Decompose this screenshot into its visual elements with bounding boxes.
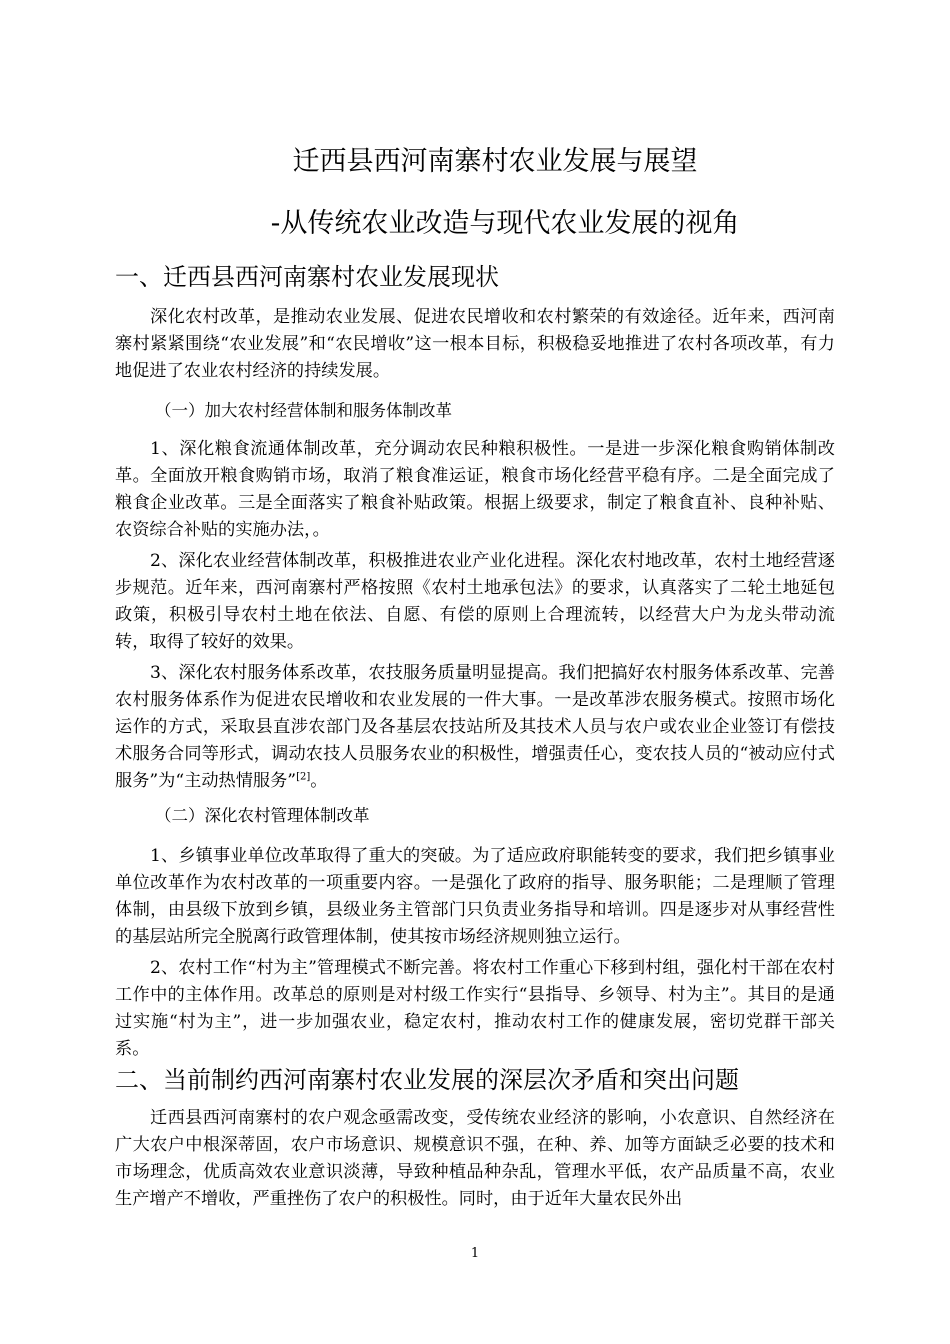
subsection-1-item-3-text: 3、深化农村服务体系改革，农技服务质量明显提高。我们把搞好农村服务体系改革、完善农村服务体系作为促进农民增收和农业发展的一件大事。一是改革涉农服务模式。按照市场化运作的方式，采取县直涉农部门及各基层农技站所及其技术人员与农户或农业企业签订有偿技术服务合同等形式，调动农技人员服务农业的积极性，增强责任心，变农技人员的“被动应付式服务”为“主动热情服务” [115, 663, 835, 791]
subsection-1-heading: （一）加大农村经营体制和服务体制改革 [155, 401, 452, 420]
subsection-2-item-2: 2、农村工作“村为主”管理模式不断完善。将农村工作重心下移到村组，强化村干部在农村工作中的主体作用。改革总的原则是对村级工作实行“县指导、乡领导、村为主”。其目的是通过实施“村为主”，进一步加强农业，稳定农村，推动农村工作的健康发展，密切党群干部关系。 [115, 958, 835, 1059]
page-number: 1 [470, 1246, 480, 1261]
subsection-2-heading: （二）深化农村管理体制改革 [155, 806, 370, 825]
subsection-1-item-2: 2、深化农业经营体制改革，积极推进农业产业化进程。深化农村地改革，农村土地经营逐步规范。近年来，西河南寨村严格按照《农村土地承包法》的要求，认真落实了二轮土地延包政策，积极引导农村土地在依法、自愿、有偿的原则上合理流转，以经营大户为龙头带动流转，取得了较好的效果。 [115, 551, 835, 652]
document-subtitle: -从传统农业改造与现代农业发展的视角 [270, 208, 740, 239]
subsection-2-item-1: 1、乡镇事业单位改革取得了重大的突破。为了适应政府职能转变的要求，我们把乡镇事业单位改革作为农村改革的一项重要内容。一是强化了政府的指导、服务职能；二是理顺了管理体制，由县级下放到乡镇，县级业务主管部门只负责业务指导和培训。四是逐步对从事经营性的基层站所完全脱离行政管理体制，使其按市场经济规则独立运行。 [115, 846, 835, 947]
subsection-1-item-3 [115, 660, 835, 795]
section-2-intro-paragraph: 迁西县西河南寨村的农户观念亟需改变，受传统农业经济的影响，小农意识、自然经济在广大农户中根深蒂固，农户市场意识、规模意识不强，在种、养、加等方面缺乏必要的技术和市场理念，优质高效农业意识淡薄，导致种植品种杂乱，管理水平低，农产品质量不高，农业生产增产不增收，严重挫伤了农户的积极性。同时，由于近年大量农民外出 [115, 1108, 835, 1209]
subsection-1-item-1: 1、深化粮食流通体制改革，充分调动农民种粮积极性。一是进一步深化粮食购销体制改革。全面放开粮食购销市场，取消了粮食准运证，粮食市场化经营平稳有序。二是全面完成了粮食企业改革。三是全面落实了粮食补贴政策。根据上级要求，制定了粮食直补、良种补贴、农资综合补贴的实施办法，。 [115, 439, 835, 540]
document-title: 迁西县西河南寨村农业发展与展望 [292, 146, 698, 177]
subsection-1-item-3-tail: 。 [310, 771, 328, 791]
section-2-heading: 二、当前制约西河南寨村农业发展的深层次矛盾和突出问题 [115, 1066, 739, 1094]
section-1-heading: 一、迁西县西河南寨村农业发展现状 [115, 263, 499, 291]
section-1-intro-paragraph: 深化农村改革，是推动农业发展、促进农民增收和农村繁荣的有效途径。近年来，西河南寨村紧紧围绕“农业发展”和“农民增收”这一根本目标，积极稳妥地推进了农村各项改革，有力地促进了农业农村经济的持续发展。 [115, 307, 835, 381]
citation-reference: [2] [296, 771, 311, 783]
